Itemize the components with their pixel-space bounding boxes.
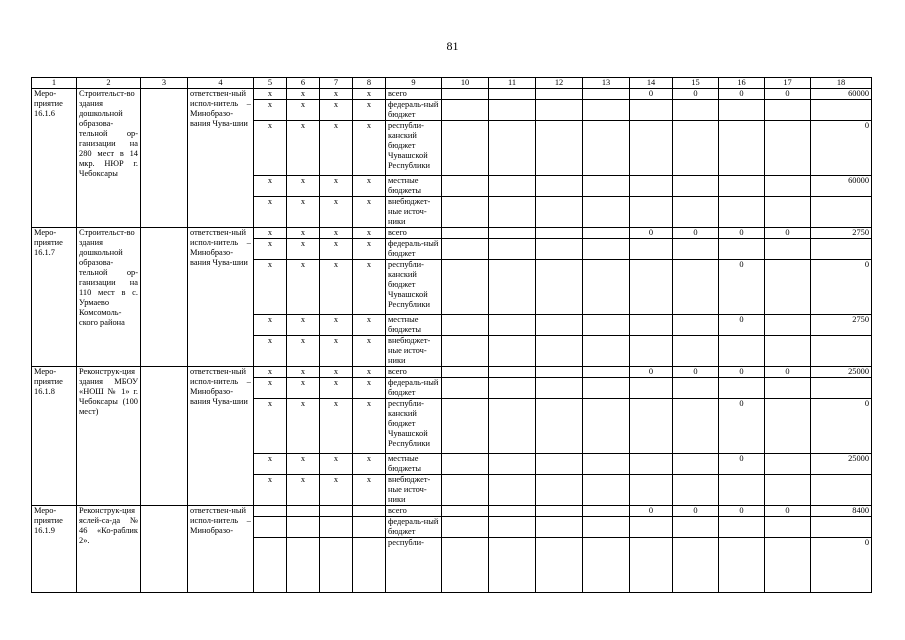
funding-source-cell: внебюджет-ные источ-ники: [386, 475, 442, 506]
empty-cell: [489, 239, 536, 260]
empty-cell: [442, 475, 489, 506]
x-mark-cell: x: [320, 454, 353, 475]
value-cell: [673, 315, 719, 336]
x-mark-cell: x: [353, 315, 386, 336]
value-cell: [765, 538, 811, 593]
x-mark-cell: x: [320, 336, 353, 367]
column-number: 9: [386, 78, 442, 89]
responsible-cell: ответствен-ный испол-нитель – Минобразо-вания Чува-шии: [188, 228, 254, 367]
budget-table-body: [32, 78, 872, 593]
empty-cell: [583, 367, 630, 378]
empty-cell: [583, 89, 630, 100]
x-mark-cell: x: [353, 228, 386, 239]
empty-cell: [141, 89, 188, 228]
x-mark-cell: x: [287, 228, 320, 239]
value-cell: [630, 517, 673, 538]
empty-cell: [442, 260, 489, 315]
x-mark-cell: x: [320, 89, 353, 100]
measure-cell: Меро-приятие 16.1.9: [32, 506, 77, 593]
empty-cell: [583, 260, 630, 315]
funding-source-cell: внебюджет-ные источ-ники: [386, 197, 442, 228]
value-cell: [673, 399, 719, 454]
empty-cell: [583, 506, 630, 517]
value-cell: [630, 176, 673, 197]
empty-cell: [583, 399, 630, 454]
empty-cell: [489, 475, 536, 506]
funding-source-cell: республи-канский бюджет Чувашской Республики: [386, 399, 442, 454]
value-cell: [765, 378, 811, 399]
value-cell: [811, 378, 872, 399]
empty-cell: [442, 228, 489, 239]
x-mark-cell: x: [287, 475, 320, 506]
object-cell: Строительст-во здания дошкольной образова-тельной ор-ганизации на 280 мест в 14 мкр. НЮР г. Чебоксары: [77, 89, 141, 228]
value-cell: 0: [811, 121, 872, 176]
x-mark-cell: x: [287, 89, 320, 100]
value-cell: 0: [765, 367, 811, 378]
empty-cell: [489, 89, 536, 100]
object-cell: Реконструк-ция здания МБОУ «НОШ № 1» г. Чебоксары (100 мест): [77, 367, 141, 506]
x-mark-cell: x: [254, 475, 287, 506]
empty-cell: [583, 454, 630, 475]
funding-source-cell: всего: [386, 367, 442, 378]
column-number: 1: [32, 78, 77, 89]
value-cell: [765, 336, 811, 367]
value-cell: 0: [765, 506, 811, 517]
value-cell: [673, 121, 719, 176]
column-number: 7: [320, 78, 353, 89]
value-cell: [630, 121, 673, 176]
empty-cell: [489, 260, 536, 315]
empty-cell: [442, 176, 489, 197]
x-mark-cell: [287, 506, 320, 517]
empty-cell: [489, 228, 536, 239]
value-cell: [673, 475, 719, 506]
x-mark-cell: x: [353, 176, 386, 197]
empty-cell: [141, 367, 188, 506]
x-mark-cell: x: [320, 197, 353, 228]
empty-cell: [536, 176, 583, 197]
x-mark-cell: x: [353, 89, 386, 100]
value-cell: [765, 176, 811, 197]
x-mark-cell: x: [353, 197, 386, 228]
x-mark-cell: x: [320, 260, 353, 315]
funding-source-cell: федераль-ный бюджет: [386, 100, 442, 121]
empty-cell: [536, 239, 583, 260]
value-cell: [673, 197, 719, 228]
value-cell: 60000: [811, 89, 872, 100]
empty-cell: [442, 315, 489, 336]
value-cell: 0: [811, 260, 872, 315]
empty-cell: [489, 121, 536, 176]
empty-cell: [583, 378, 630, 399]
value-cell: [811, 239, 872, 260]
value-cell: [630, 197, 673, 228]
funding-source-cell: местные бюджеты: [386, 176, 442, 197]
value-cell: [630, 399, 673, 454]
x-mark-cell: x: [320, 399, 353, 454]
empty-cell: [536, 454, 583, 475]
column-number: 2: [77, 78, 141, 89]
x-mark-cell: x: [353, 454, 386, 475]
column-number: 6: [287, 78, 320, 89]
empty-cell: [442, 367, 489, 378]
value-cell: 8400: [811, 506, 872, 517]
x-mark-cell: x: [353, 260, 386, 315]
column-number: 3: [141, 78, 188, 89]
empty-cell: [536, 260, 583, 315]
value-cell: [673, 239, 719, 260]
empty-cell: [489, 517, 536, 538]
empty-cell: [442, 197, 489, 228]
x-mark-cell: x: [353, 475, 386, 506]
value-cell: 0: [630, 228, 673, 239]
value-cell: [765, 399, 811, 454]
value-cell: 0: [673, 228, 719, 239]
x-mark-cell: x: [320, 475, 353, 506]
value-cell: [719, 336, 765, 367]
column-number: 14: [630, 78, 673, 89]
empty-cell: [536, 475, 583, 506]
funding-source-cell: местные бюджеты: [386, 454, 442, 475]
empty-cell: [583, 538, 630, 593]
empty-cell: [442, 378, 489, 399]
empty-cell: [536, 399, 583, 454]
empty-cell: [442, 454, 489, 475]
value-cell: 0: [719, 399, 765, 454]
x-mark-cell: x: [353, 399, 386, 454]
x-mark-cell: x: [320, 367, 353, 378]
value-cell: 0: [630, 367, 673, 378]
x-mark-cell: x: [254, 399, 287, 454]
empty-cell: [536, 121, 583, 176]
responsible-cell: ответствен-ный испол-нитель – Минобразо-: [188, 506, 254, 593]
value-cell: 0: [719, 367, 765, 378]
column-number: 15: [673, 78, 719, 89]
empty-cell: [583, 239, 630, 260]
value-cell: [630, 239, 673, 260]
value-cell: [765, 197, 811, 228]
empty-cell: [442, 121, 489, 176]
column-number: 17: [765, 78, 811, 89]
x-mark-cell: x: [287, 367, 320, 378]
empty-cell: [442, 517, 489, 538]
x-mark-cell: x: [254, 228, 287, 239]
value-cell: [719, 475, 765, 506]
value-cell: [719, 239, 765, 260]
value-cell: [719, 517, 765, 538]
empty-cell: [141, 506, 188, 593]
object-cell: Строительст-во здания дошкольной образова-тельной ор-ганизации на 110 мест в с. Урмаево Комсомоль-ского района: [77, 228, 141, 367]
value-cell: 0: [719, 315, 765, 336]
empty-cell: [489, 506, 536, 517]
funding-source-cell: федераль-ный бюджет: [386, 517, 442, 538]
empty-cell: [536, 378, 583, 399]
empty-cell: [536, 538, 583, 593]
value-cell: 0: [719, 89, 765, 100]
x-mark-cell: x: [254, 197, 287, 228]
table-row: [32, 367, 872, 378]
funding-source-cell: республи-: [386, 538, 442, 593]
column-number: 10: [442, 78, 489, 89]
empty-cell: [442, 336, 489, 367]
x-mark-cell: x: [287, 260, 320, 315]
column-number-row: [32, 78, 872, 89]
value-cell: 0: [630, 89, 673, 100]
value-cell: 0: [719, 260, 765, 315]
value-cell: 60000: [811, 176, 872, 197]
empty-cell: [442, 506, 489, 517]
value-cell: [673, 378, 719, 399]
value-cell: [719, 378, 765, 399]
value-cell: [630, 336, 673, 367]
empty-cell: [489, 378, 536, 399]
value-cell: 25000: [811, 454, 872, 475]
value-cell: [630, 378, 673, 399]
value-cell: 0: [719, 228, 765, 239]
x-mark-cell: x: [254, 454, 287, 475]
x-mark-cell: x: [254, 121, 287, 176]
x-mark-cell: x: [287, 336, 320, 367]
budget-table: [31, 77, 872, 593]
value-cell: [719, 100, 765, 121]
value-cell: [765, 121, 811, 176]
value-cell: [765, 315, 811, 336]
empty-cell: [583, 336, 630, 367]
empty-cell: [583, 100, 630, 121]
value-cell: [765, 517, 811, 538]
table-row: [32, 89, 872, 100]
empty-cell: [583, 475, 630, 506]
value-cell: [673, 176, 719, 197]
x-mark-cell: [320, 538, 353, 593]
x-mark-cell: x: [320, 378, 353, 399]
value-cell: [719, 176, 765, 197]
empty-cell: [583, 315, 630, 336]
x-mark-cell: x: [320, 176, 353, 197]
value-cell: [765, 454, 811, 475]
x-mark-cell: x: [254, 336, 287, 367]
empty-cell: [536, 315, 583, 336]
x-mark-cell: [287, 517, 320, 538]
table-row: [32, 228, 872, 239]
value-cell: 0: [673, 506, 719, 517]
empty-cell: [583, 121, 630, 176]
value-cell: 0: [673, 89, 719, 100]
funding-source-cell: всего: [386, 228, 442, 239]
x-mark-cell: x: [320, 228, 353, 239]
funding-source-cell: республи-канский бюджет Чувашской Республики: [386, 121, 442, 176]
x-mark-cell: x: [353, 336, 386, 367]
empty-cell: [442, 100, 489, 121]
x-mark-cell: [254, 517, 287, 538]
value-cell: [630, 454, 673, 475]
value-cell: [630, 475, 673, 506]
x-mark-cell: x: [320, 239, 353, 260]
x-mark-cell: [320, 506, 353, 517]
measure-cell: Меро-приятие 16.1.7: [32, 228, 77, 367]
x-mark-cell: x: [287, 399, 320, 454]
empty-cell: [536, 336, 583, 367]
value-cell: [673, 260, 719, 315]
empty-cell: [442, 538, 489, 593]
value-cell: 2750: [811, 228, 872, 239]
column-number: 16: [719, 78, 765, 89]
column-number: 18: [811, 78, 872, 89]
value-cell: 0: [811, 538, 872, 593]
empty-cell: [489, 367, 536, 378]
value-cell: [719, 197, 765, 228]
value-cell: 0: [719, 506, 765, 517]
empty-cell: [489, 538, 536, 593]
x-mark-cell: x: [287, 197, 320, 228]
column-number: 13: [583, 78, 630, 89]
value-cell: [811, 475, 872, 506]
value-cell: 0: [765, 228, 811, 239]
x-mark-cell: x: [353, 121, 386, 176]
funding-source-cell: всего: [386, 506, 442, 517]
x-mark-cell: x: [353, 378, 386, 399]
x-mark-cell: x: [254, 89, 287, 100]
value-cell: [673, 517, 719, 538]
x-mark-cell: [254, 506, 287, 517]
value-cell: [811, 517, 872, 538]
empty-cell: [583, 176, 630, 197]
empty-cell: [536, 367, 583, 378]
value-cell: 0: [811, 399, 872, 454]
empty-cell: [583, 517, 630, 538]
empty-cell: [536, 228, 583, 239]
empty-cell: [442, 399, 489, 454]
value-cell: [765, 100, 811, 121]
funding-source-cell: внебюджет-ные источ-ники: [386, 336, 442, 367]
responsible-cell: ответствен-ный испол-нитель – Минобразо-вания Чува-шии: [188, 367, 254, 506]
value-cell: [673, 336, 719, 367]
measure-cell: Меро-приятие 16.1.8: [32, 367, 77, 506]
responsible-cell: ответствен-ный испол-нитель – Минобразо-вания Чува-шии: [188, 89, 254, 228]
empty-cell: [536, 506, 583, 517]
x-mark-cell: x: [320, 100, 353, 121]
value-cell: [630, 315, 673, 336]
x-mark-cell: [353, 506, 386, 517]
empty-cell: [489, 336, 536, 367]
x-mark-cell: x: [353, 100, 386, 121]
empty-cell: [489, 399, 536, 454]
empty-cell: [489, 176, 536, 197]
funding-source-cell: республи-канский бюджет Чувашской Республики: [386, 260, 442, 315]
x-mark-cell: x: [353, 239, 386, 260]
empty-cell: [442, 89, 489, 100]
value-cell: [630, 260, 673, 315]
x-mark-cell: x: [254, 367, 287, 378]
value-cell: [719, 538, 765, 593]
value-cell: 2750: [811, 315, 872, 336]
x-mark-cell: x: [254, 100, 287, 121]
x-mark-cell: x: [287, 121, 320, 176]
x-mark-cell: [353, 538, 386, 593]
value-cell: 0: [630, 506, 673, 517]
value-cell: [765, 475, 811, 506]
x-mark-cell: x: [254, 260, 287, 315]
empty-cell: [536, 100, 583, 121]
value-cell: [673, 454, 719, 475]
funding-source-cell: всего: [386, 89, 442, 100]
measure-cell: Меро-приятие 16.1.6: [32, 89, 77, 228]
x-mark-cell: x: [287, 176, 320, 197]
object-cell: Реконструк-ция яслей-са-да № 46 «Ко-раблик 2».: [77, 506, 141, 593]
column-number: 8: [353, 78, 386, 89]
page-number: 81: [446, 39, 459, 53]
value-cell: 0: [765, 89, 811, 100]
value-cell: [811, 197, 872, 228]
empty-cell: [489, 100, 536, 121]
value-cell: [811, 100, 872, 121]
x-mark-cell: [254, 538, 287, 593]
value-cell: [811, 336, 872, 367]
x-mark-cell: x: [254, 239, 287, 260]
empty-cell: [489, 454, 536, 475]
x-mark-cell: x: [287, 378, 320, 399]
x-mark-cell: x: [320, 121, 353, 176]
x-mark-cell: x: [287, 315, 320, 336]
column-number: 12: [536, 78, 583, 89]
empty-cell: [536, 517, 583, 538]
value-cell: 25000: [811, 367, 872, 378]
value-cell: [765, 260, 811, 315]
x-mark-cell: x: [353, 367, 386, 378]
empty-cell: [442, 239, 489, 260]
column-number: 11: [489, 78, 536, 89]
x-mark-cell: x: [320, 315, 353, 336]
table-row: [32, 506, 872, 517]
x-mark-cell: x: [287, 100, 320, 121]
column-number: 4: [188, 78, 254, 89]
value-cell: [719, 121, 765, 176]
empty-cell: [583, 197, 630, 228]
x-mark-cell: x: [287, 239, 320, 260]
value-cell: 0: [673, 367, 719, 378]
empty-cell: [583, 228, 630, 239]
x-mark-cell: [287, 538, 320, 593]
x-mark-cell: x: [287, 454, 320, 475]
value-cell: [673, 538, 719, 593]
x-mark-cell: x: [254, 378, 287, 399]
x-mark-cell: x: [254, 176, 287, 197]
value-cell: [630, 100, 673, 121]
funding-source-cell: местные бюджеты: [386, 315, 442, 336]
value-cell: [673, 100, 719, 121]
empty-cell: [489, 197, 536, 228]
empty-cell: [536, 89, 583, 100]
funding-source-cell: федераль-ный бюджет: [386, 239, 442, 260]
value-cell: [630, 538, 673, 593]
x-mark-cell: [353, 517, 386, 538]
empty-cell: [536, 197, 583, 228]
value-cell: [765, 239, 811, 260]
x-mark-cell: x: [254, 315, 287, 336]
x-mark-cell: [320, 517, 353, 538]
value-cell: 0: [719, 454, 765, 475]
column-number: 5: [254, 78, 287, 89]
empty-cell: [489, 315, 536, 336]
empty-cell: [141, 228, 188, 367]
funding-source-cell: федераль-ный бюджет: [386, 378, 442, 399]
